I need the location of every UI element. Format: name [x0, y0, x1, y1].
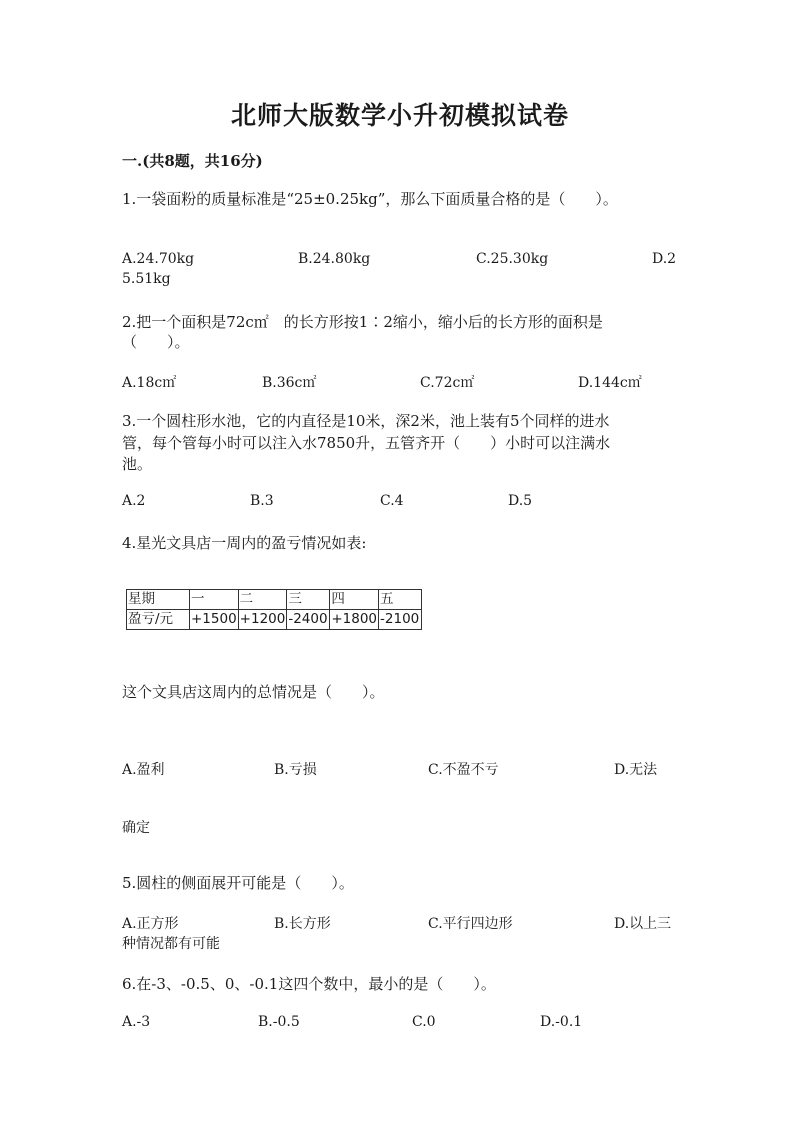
section-heading: 一.(共8题，共16分)	[122, 152, 263, 170]
question-4-option-c: C.不盈不亏	[428, 762, 499, 778]
table-cell: 四	[330, 590, 379, 610]
question-2-option-c: C.72c㎡	[420, 375, 475, 391]
question-6-option-b: B.-0.5	[258, 1014, 300, 1030]
question-5-option-d-wrap: 种情况都有可能	[122, 936, 220, 952]
table-cell: +1800	[330, 610, 379, 630]
question-3-stem: 3.一个圆柱形水池，它的内直径是10米，深2米，池上装有5个同样的进水	[122, 412, 610, 430]
table-cell: +1500	[190, 610, 239, 630]
question-5-option-a: A.正方形	[122, 916, 179, 932]
question-2-stem: 2.把一个面积是72c㎡ 的长方形按1∶2缩小，缩小后的长方形的面积是	[122, 313, 603, 331]
table-cell: +1200	[238, 610, 287, 630]
question-3-option-b: B.3	[250, 493, 274, 509]
profit-loss-table	[126, 589, 422, 630]
question-5-option-d: D.以上三	[614, 916, 672, 932]
table-cell: 三	[287, 590, 330, 610]
question-4-option-d: D.无法	[614, 762, 658, 778]
question-1-option-b: B.24.80kg	[298, 251, 371, 267]
question-2-stem-wrap: （ ）。	[122, 333, 190, 351]
question-6-option-d: D.-0.1	[540, 1014, 583, 1030]
table-cell: 一	[190, 590, 239, 610]
question-6-option-c: C.0	[412, 1014, 436, 1030]
question-4-question: 这个文具店这周内的总情况是（ ）。	[122, 683, 385, 701]
table-cell: 二	[238, 590, 287, 610]
table-cell: -2400	[287, 610, 330, 630]
question-6-stem: 6.在-3、-0.5、0、-0.1这四个数中，最小的是（ ）。	[122, 975, 496, 993]
question-4-option-b: B.亏损	[274, 762, 317, 778]
question-1-option-d: D.2	[652, 251, 677, 267]
question-3-stem-line-2: 管，每个管每小时可以注入水7850升，五管齐开（ ）小时可以注满水	[122, 434, 611, 452]
question-1-option-a: A.24.70kg	[122, 251, 195, 267]
table-cell: 五	[379, 590, 422, 610]
table-cell: 星期	[127, 590, 190, 610]
table-cell: 盈亏/元	[127, 610, 190, 630]
question-1-stem: 1.一袋面粉的质量标准是“25±0.25kg”，那么下面质量合格的是（ ）。	[122, 190, 618, 208]
table-row	[127, 610, 422, 630]
table-cell: -2100	[379, 610, 422, 630]
question-1-option-d-wrap: 5.51kg	[122, 271, 171, 287]
question-2-option-b: B.36c㎡	[262, 375, 317, 391]
page-title: 北师大版数学小升初模拟试卷	[230, 101, 569, 130]
question-3-option-a: A.2	[122, 493, 146, 509]
question-6-option-a: A.-3	[122, 1014, 151, 1030]
table-row	[127, 590, 422, 610]
question-4-stem: 4.星光文具店一周内的盈亏情况如表:	[122, 534, 367, 552]
question-5-stem: 5.圆柱的侧面展开可能是（ ）。	[122, 874, 354, 892]
question-3-option-c: C.4	[380, 493, 404, 509]
question-3-option-d: D.5	[508, 493, 533, 509]
question-1-option-c: C.25.30kg	[476, 251, 549, 267]
question-3-stem-line-3: 池。	[122, 455, 153, 473]
question-2-option-a: A.18c㎡	[122, 375, 177, 391]
question-5-option-c: C.平行四边形	[428, 916, 513, 932]
question-5-option-b: B.长方形	[274, 916, 331, 932]
question-4-option-d-wrap: 确定	[122, 820, 150, 836]
question-4-option-a: A.盈利	[122, 762, 165, 778]
question-2-option-d: D.144c㎡	[578, 375, 642, 391]
